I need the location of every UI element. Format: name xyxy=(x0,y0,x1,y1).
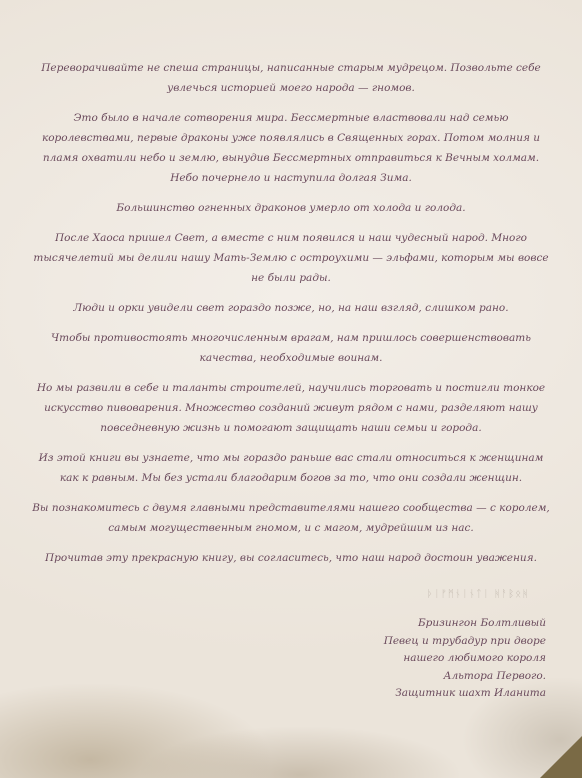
signature-line-4: Альтора Первого. xyxy=(443,669,546,682)
paragraph-9: Вы познакомитесь с двумя главными представителями нашего сообщества — с королем, самым могущественным гномом, и с магом, мудрейшим из нас. xyxy=(32,502,550,534)
signature-line-5: Защитник шахт Иланита xyxy=(395,687,546,699)
signature-line-2: Певец и трубадур при дворе xyxy=(383,634,546,647)
signature-block xyxy=(346,615,546,703)
paragraph-6: Чтобы противостоять многочисленным врагам, нам пришлось совершенствовать качества, необходимые воинам. xyxy=(51,332,531,364)
foreword-text xyxy=(0,58,582,578)
paragraph-4: После Хаоса пришел Свет, а вместе с ним появился и наш чудесный народ. Много тысячелетий мы делили нашу Мать-Землю с остроухими — эльфами, которым мы вовсе не были рады. xyxy=(33,232,549,284)
signature-name: Бризингон Болтливый xyxy=(417,617,546,629)
paragraph-1: Переворачивайте не спеша страницы, написанные старым мудрецом. Позвольте себе увлечься историей моего народа — гномов. xyxy=(41,62,541,94)
paragraph-8: Из этой книги вы узнаете, что мы гораздо раньше вас стали относиться к женщинам как к равным. Мы без устали благодарим богов за то, что они создали женщин. xyxy=(38,452,544,484)
paragraph-3: Большинство огненных драконов умерло от холода и голода. xyxy=(116,202,466,214)
rune-inscription: ᚦᛁᚠᛗᚾᛁᚾᛏᛁ ᚻᚨᛒᛟᚻ xyxy=(426,589,530,600)
paragraph-5: Люди и орки увидели свет гораздо позже, но, на наш взгляд, слишком рано. xyxy=(73,302,509,314)
paragraph-2: Это было в начале сотворения мира. Бессмертные властвовали над семью королевствами, первые драконы уже появлялись в Священных горах. Потом молния и пламя охватили небо и землю, вынудив Бессмертных отправиться к Вечным холмам. Небо почернело и наступила долгая Зима. xyxy=(41,112,541,184)
page-corner xyxy=(540,736,582,778)
paragraph-10: Прочитав эту прекрасную книгу, вы согласитесь, что наш народ достоин уважения. xyxy=(45,552,537,564)
signature-line-3: нашего любимого короля xyxy=(403,652,546,664)
paragraph-7: Но мы развили в себе и таланты строителей, научились торговать и постигли тонкое искусство пивоварения. Множество созданий живут рядом с нами, разделяют нашу повседневную жизнь и помогают защищать наши семьи и города. xyxy=(36,382,546,434)
